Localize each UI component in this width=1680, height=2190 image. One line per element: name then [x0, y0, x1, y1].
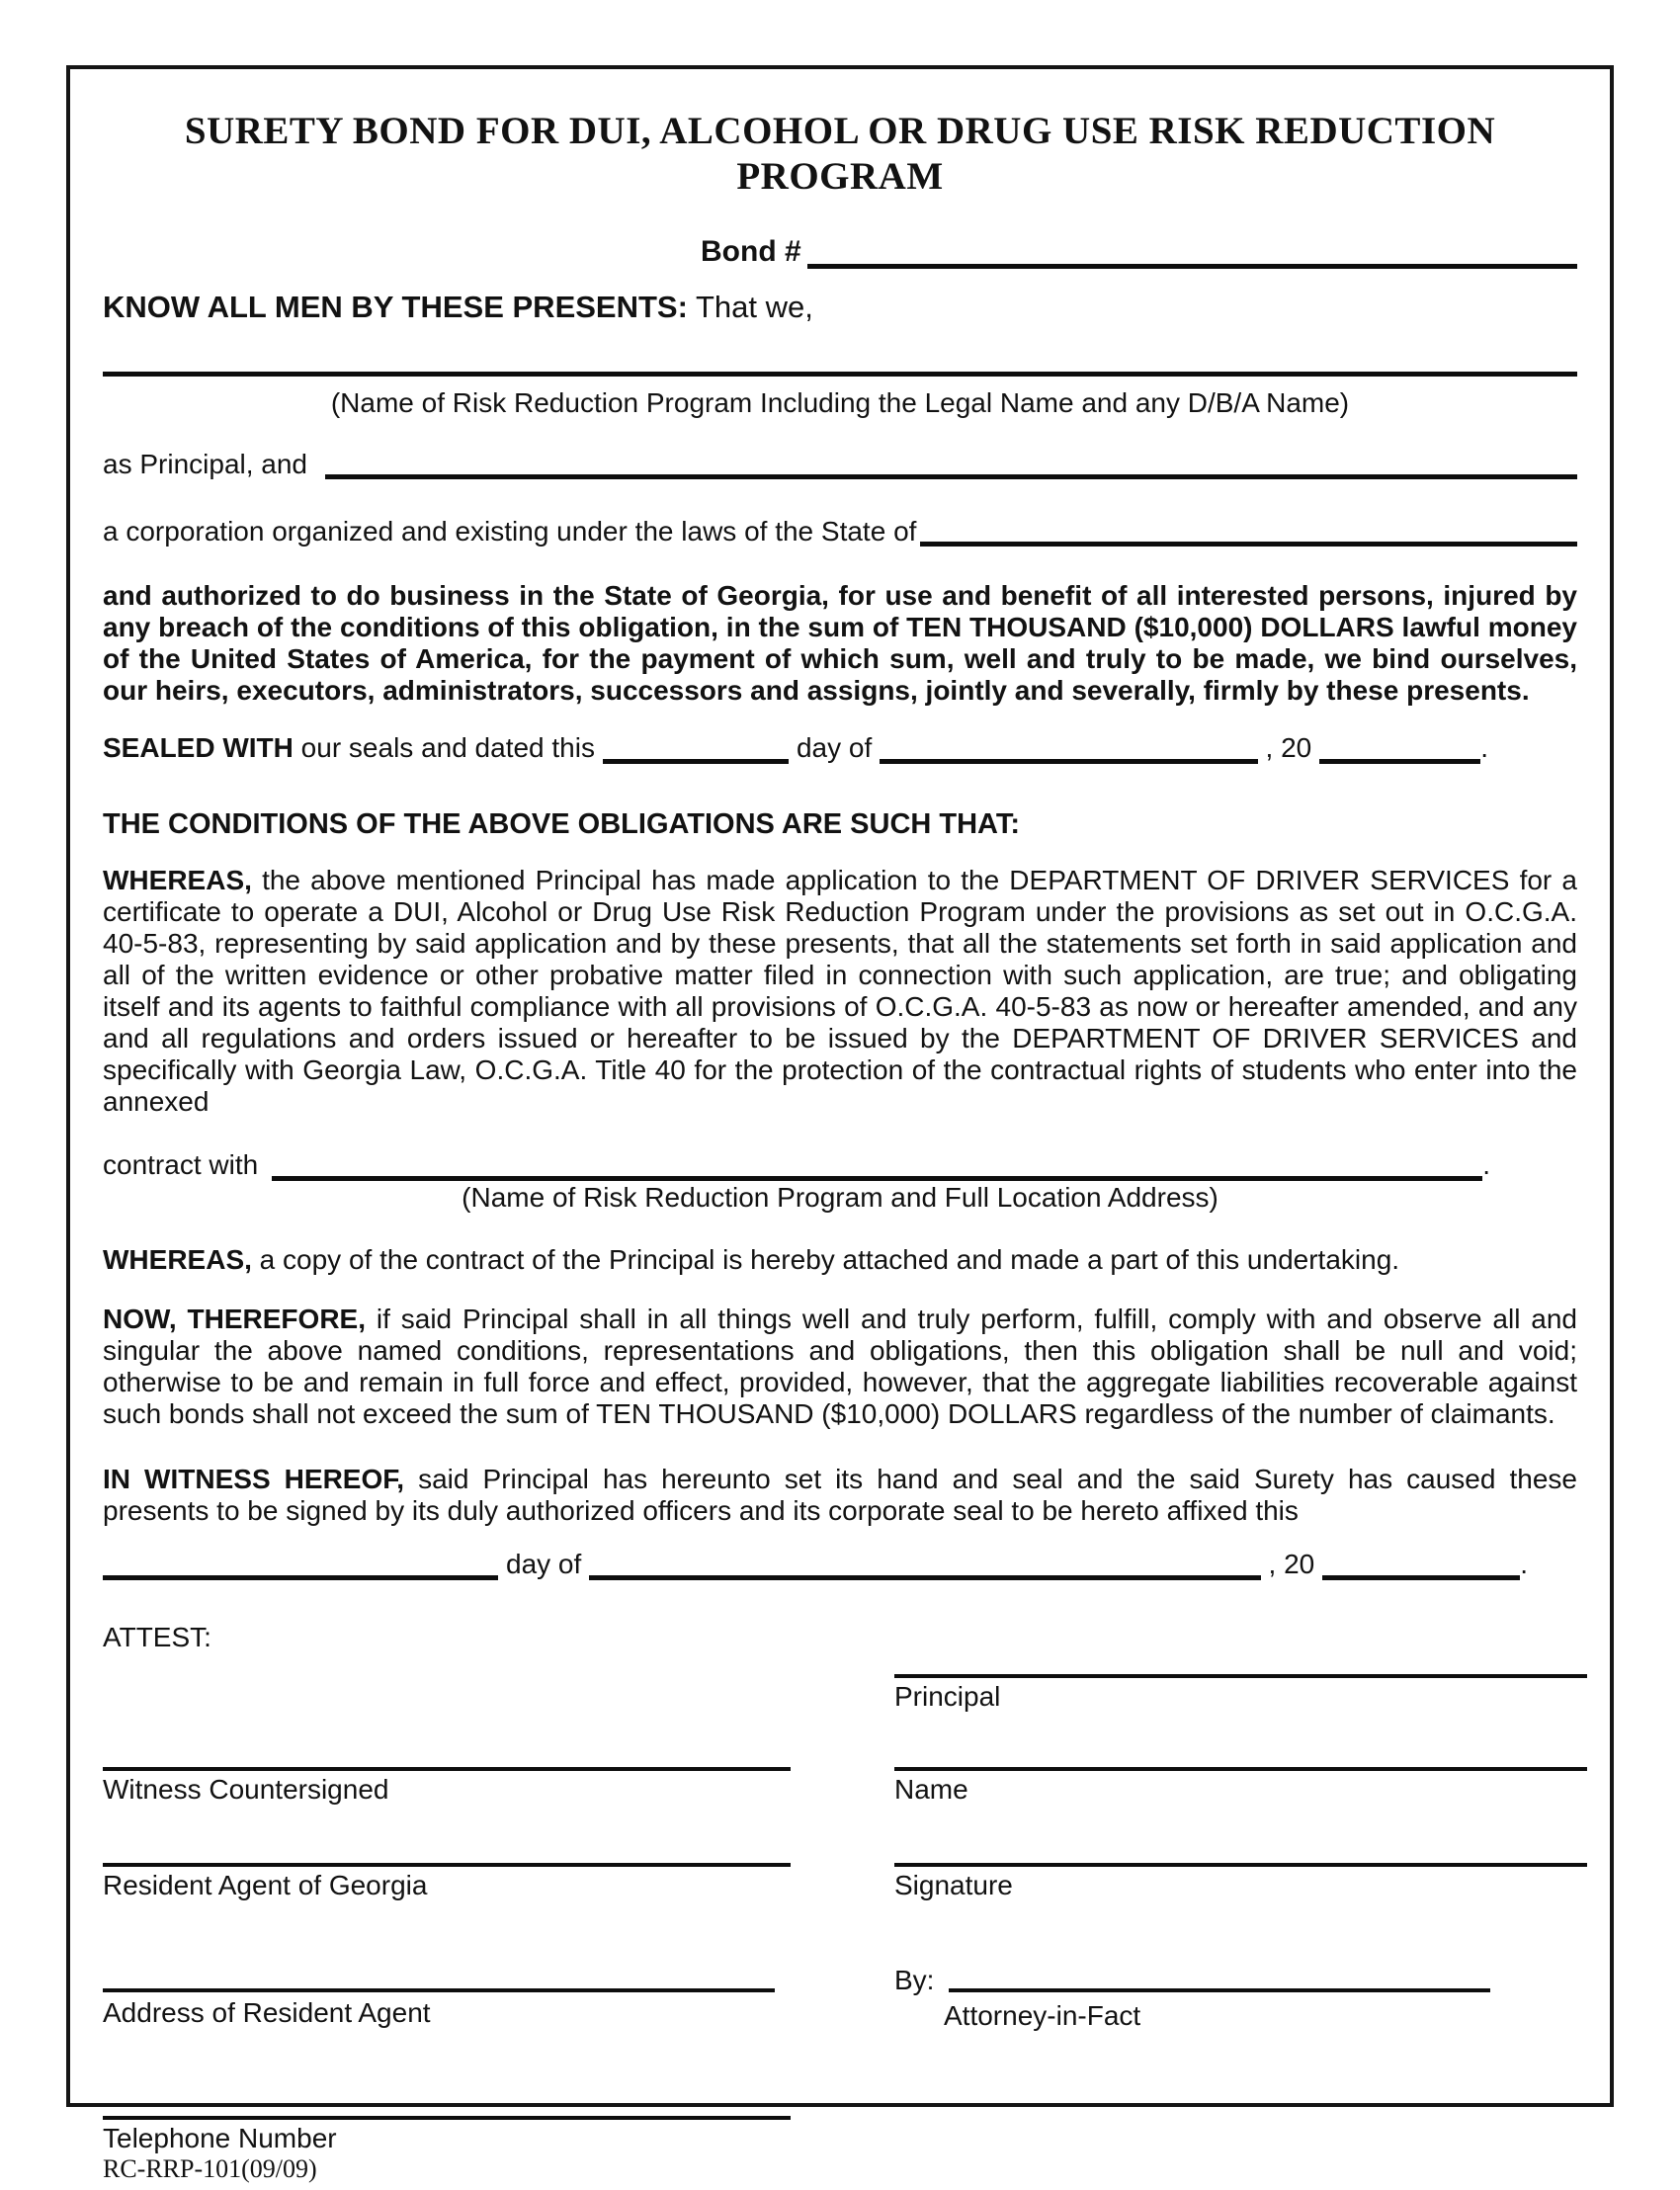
form-content [70, 69, 1610, 2190]
opening-clause-bold: KNOW ALL MEN BY THESE PRESENTS: [103, 290, 688, 324]
whereas-application-paragraph [103, 865, 1577, 1118]
whereas1-bold: WHEREAS, [103, 865, 252, 895]
obligation-paragraph: and authorized to do business in the State of Georgia, for use and benefit of all interested persons, injured by any breach of the conditions of this obligation, in the sum of TEN THOUSAND ($10,000) DOLLARS lawful money of the United States of America, for the payment of which sum, well and truly to be made, we bind ourselves, our heirs, executors, administrators, successors and assigns, jointly and severally, firmly by these presents. [103, 580, 1577, 706]
attorney-in-fact-field[interactable] [949, 1988, 1490, 1992]
name-field[interactable] [894, 1767, 1587, 1771]
form-title: SURETY BOND FOR DUI, ALCOHOL OR DRUG USE RISK REDUCTION PROGRAM [184, 110, 1496, 198]
principal-label: Principal [894, 1681, 1001, 1712]
execution-day-field[interactable] [103, 1575, 498, 1580]
sealed-date-row [103, 734, 1577, 764]
execution-month-field[interactable] [589, 1575, 1260, 1580]
execution-dayof-text: day of [506, 1549, 582, 1579]
contract-program-field[interactable] [272, 1176, 1482, 1181]
program-name-field[interactable] [103, 372, 1577, 377]
now-therefore-text: if said Principal shall in all things well and truly perform, fulfill, comply with and observe all and singular the above named conditions, representations and obligations, then this obligation shall be null and void; otherwise to be and remain in full force and effect, provided, however, that the aggregate liabilities recoverable against such bonds shall not exceed the sum of TEN THOUSAND ($10,000) DOLLARS regardless of the number of claimants. [103, 1304, 1577, 1429]
execution-year-field[interactable] [1322, 1575, 1520, 1580]
attest-label: ATTEST: [103, 1622, 211, 1652]
sealed-year-field[interactable] [1319, 759, 1480, 764]
sealed-with-regular: our seals and dated this [293, 732, 595, 763]
corporation-row [103, 515, 1577, 547]
whereas2-bold: WHEREAS, [103, 1244, 252, 1275]
name-label: Name [894, 1774, 968, 1805]
sealed-with-text [103, 732, 603, 764]
principal-row [103, 448, 1577, 479]
contract-with-label: contract with [103, 1149, 259, 1180]
opening-clause-regular: That we, [687, 290, 813, 324]
telephone-label: Telephone Number [103, 2123, 337, 2153]
form-border-frame [66, 65, 1614, 2183]
address-label: Address of Resident Agent [103, 1997, 431, 2028]
sealed-with-bold: SEALED WITH [103, 732, 294, 763]
contract-with-period: . [1482, 1149, 1490, 1180]
resident-agent-field[interactable] [103, 1863, 791, 1867]
sealed-dayof-text: day of [796, 732, 873, 763]
in-witness-text: said Principal has hereunto set its hand and seal and the said Surety has caused these presents to be signed by its duly authorized officers and its corporate seal to be hereto affixed this [103, 1464, 1577, 1526]
conditions-heading: THE CONDITIONS OF THE ABOVE OBLIGATIONS ARE SUCH THAT: [103, 808, 1020, 840]
corporation-label: a corporation organized and existing under the laws of the State of [103, 516, 917, 547]
resident-agent-label: Resident Agent of Georgia [103, 1870, 428, 1900]
state-field[interactable] [920, 542, 1577, 547]
sealed-day-field[interactable] [603, 759, 789, 764]
witness-countersigned-field[interactable] [103, 1767, 791, 1771]
execution-year-prefix: , 20 [1268, 1549, 1315, 1579]
principal-signature-field[interactable] [894, 1674, 1587, 1678]
signature-section [103, 1622, 1577, 2190]
opening-clause [103, 290, 1577, 324]
sealed-year-prefix: , 20 [1265, 732, 1312, 763]
bond-number-row [103, 231, 1577, 269]
in-witness-paragraph [103, 1464, 1577, 1527]
contract-with-row [103, 1151, 1577, 1181]
form-number: RC-RRP-101(09/09) [103, 2154, 317, 2183]
bond-number-field[interactable] [807, 264, 1577, 269]
telephone-field[interactable] [103, 2116, 791, 2120]
sealed-month-field[interactable] [880, 759, 1257, 764]
by-label: By: [894, 1965, 935, 1995]
now-therefore-bold: NOW, THEREFORE, [103, 1304, 366, 1334]
signature-label: Signature [894, 1870, 1013, 1900]
whereas1-text: the above mentioned Principal has made application to the DEPARTMENT OF DRIVER SERVICES for a certificate to operate a DUI, Alcohol or Drug Use Risk Reduction Program under the provisions as set out in O.C.G.A. 40-5-83, representing by said application and by these presents, that all the statements set forth in said application and all of the written evidence or other probative matter filed in connection with such application, are true; and obligating itself and its agents to faithful compliance with all provisions of O.C.G.A. 40-5-83 as now or hereafter amended, and any and all regulations and orders issued or hereafter to be issued by the DEPARTMENT OF DRIVER SERVICES and specifically with Georgia Law, O.C.G.A. Title 40 for the protection of the contractual rights of students who enter into the annexed [103, 865, 1577, 1117]
attorney-in-fact-label: Attorney-in-Fact [944, 2000, 1141, 2031]
execution-period: . [1520, 1549, 1528, 1579]
sealed-period: . [1480, 732, 1488, 763]
signature-field[interactable] [894, 1863, 1587, 1867]
witness-countersigned-label: Witness Countersigned [103, 1774, 389, 1805]
surety-name-field[interactable] [325, 474, 1577, 479]
address-field[interactable] [103, 1988, 775, 1992]
in-witness-bold: IN WITNESS HEREOF, [103, 1464, 405, 1494]
contract-caption: (Name of Risk Reduction Program and Full Location Address) [462, 1182, 1218, 1213]
whereas2-text: a copy of the contract of the Principal is hereby attached and made a part of this undertaking. [251, 1244, 1400, 1275]
bond-number-label: Bond # [701, 235, 801, 268]
program-name-caption: (Name of Risk Reduction Program Including the Legal Name and any D/B/A Name) [330, 387, 1350, 418]
now-therefore-paragraph [103, 1304, 1577, 1430]
execution-date-row [103, 1543, 1577, 1580]
principal-label: as Principal, and [103, 449, 308, 479]
whereas-contract-paragraph [103, 1244, 1577, 1276]
